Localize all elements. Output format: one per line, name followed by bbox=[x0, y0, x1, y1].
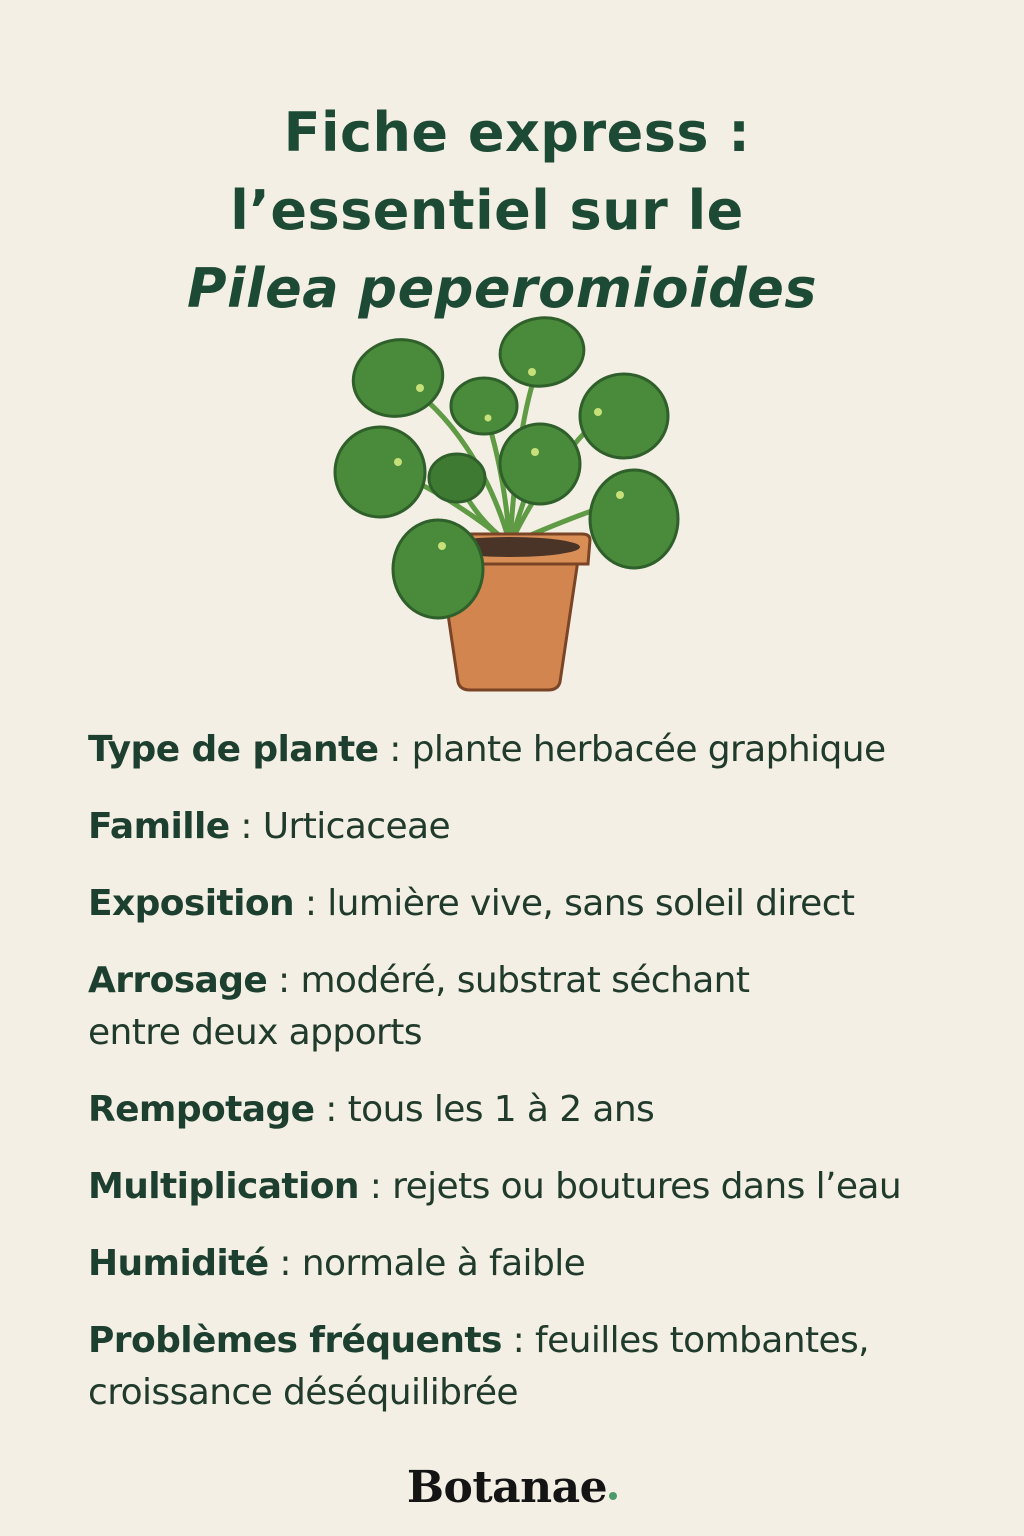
title-line-1: Fiche express : bbox=[283, 101, 751, 165]
brand-dot-icon bbox=[609, 1492, 617, 1500]
fact-separator: : bbox=[501, 1320, 536, 1361]
fact-separator: : bbox=[314, 1089, 348, 1130]
fact-label: Multiplication bbox=[88, 1166, 359, 1207]
fact-plant-type bbox=[88, 724, 968, 776]
fact-label: Humidité bbox=[88, 1243, 269, 1284]
fact-value: modéré, substrat séchant bbox=[300, 960, 750, 1001]
fact-label: Arrosage bbox=[88, 960, 268, 1001]
fact-value: Urticaceae bbox=[262, 806, 451, 847]
fact-repotting bbox=[88, 1084, 968, 1136]
fact-separator: : bbox=[229, 806, 263, 847]
fact-value-continued: entre deux apports bbox=[88, 1012, 422, 1053]
brand-logo bbox=[0, 1462, 1024, 1513]
fact-label: Rempotage bbox=[88, 1089, 315, 1130]
fact-value: plante herbacée graphique bbox=[411, 729, 886, 770]
fact-label: Exposition bbox=[88, 883, 294, 924]
fact-separator: : bbox=[268, 1243, 302, 1284]
fact-separator: : bbox=[358, 1166, 393, 1207]
fact-propagation bbox=[88, 1161, 968, 1213]
fact-separator: : bbox=[267, 960, 301, 1001]
page-title bbox=[0, 94, 1024, 328]
title-line-3-species: Pilea peperomioides bbox=[186, 257, 818, 321]
fact-value: tous les 1 à 2 ans bbox=[347, 1089, 655, 1130]
fact-family bbox=[88, 801, 968, 853]
fact-value: feuilles tombantes, bbox=[535, 1320, 870, 1361]
fact-label: Type de plante bbox=[88, 729, 379, 770]
fact-exposure bbox=[88, 878, 968, 930]
fact-label: Problèmes fréquents bbox=[88, 1320, 502, 1361]
fact-watering bbox=[88, 955, 968, 1059]
brand-name: Botanae bbox=[406, 1462, 608, 1513]
fact-separator: : bbox=[294, 883, 328, 924]
fact-value: normale à faible bbox=[301, 1243, 586, 1284]
pilea-plant-in-terracotta-pot-icon bbox=[320, 312, 700, 702]
title-line-2: l’essentiel sur le bbox=[230, 179, 744, 243]
fact-humidity bbox=[88, 1238, 968, 1290]
fact-label: Famille bbox=[88, 806, 230, 847]
fact-separator: : bbox=[378, 729, 412, 770]
fact-value-continued: croissance déséquilibrée bbox=[88, 1372, 518, 1413]
fact-value: rejets ou boutures dans l’eau bbox=[392, 1166, 902, 1207]
fact-value: lumière vive, sans soleil direct bbox=[327, 883, 855, 924]
plant-facts-list bbox=[88, 724, 968, 1444]
fact-common-problems bbox=[88, 1315, 968, 1419]
